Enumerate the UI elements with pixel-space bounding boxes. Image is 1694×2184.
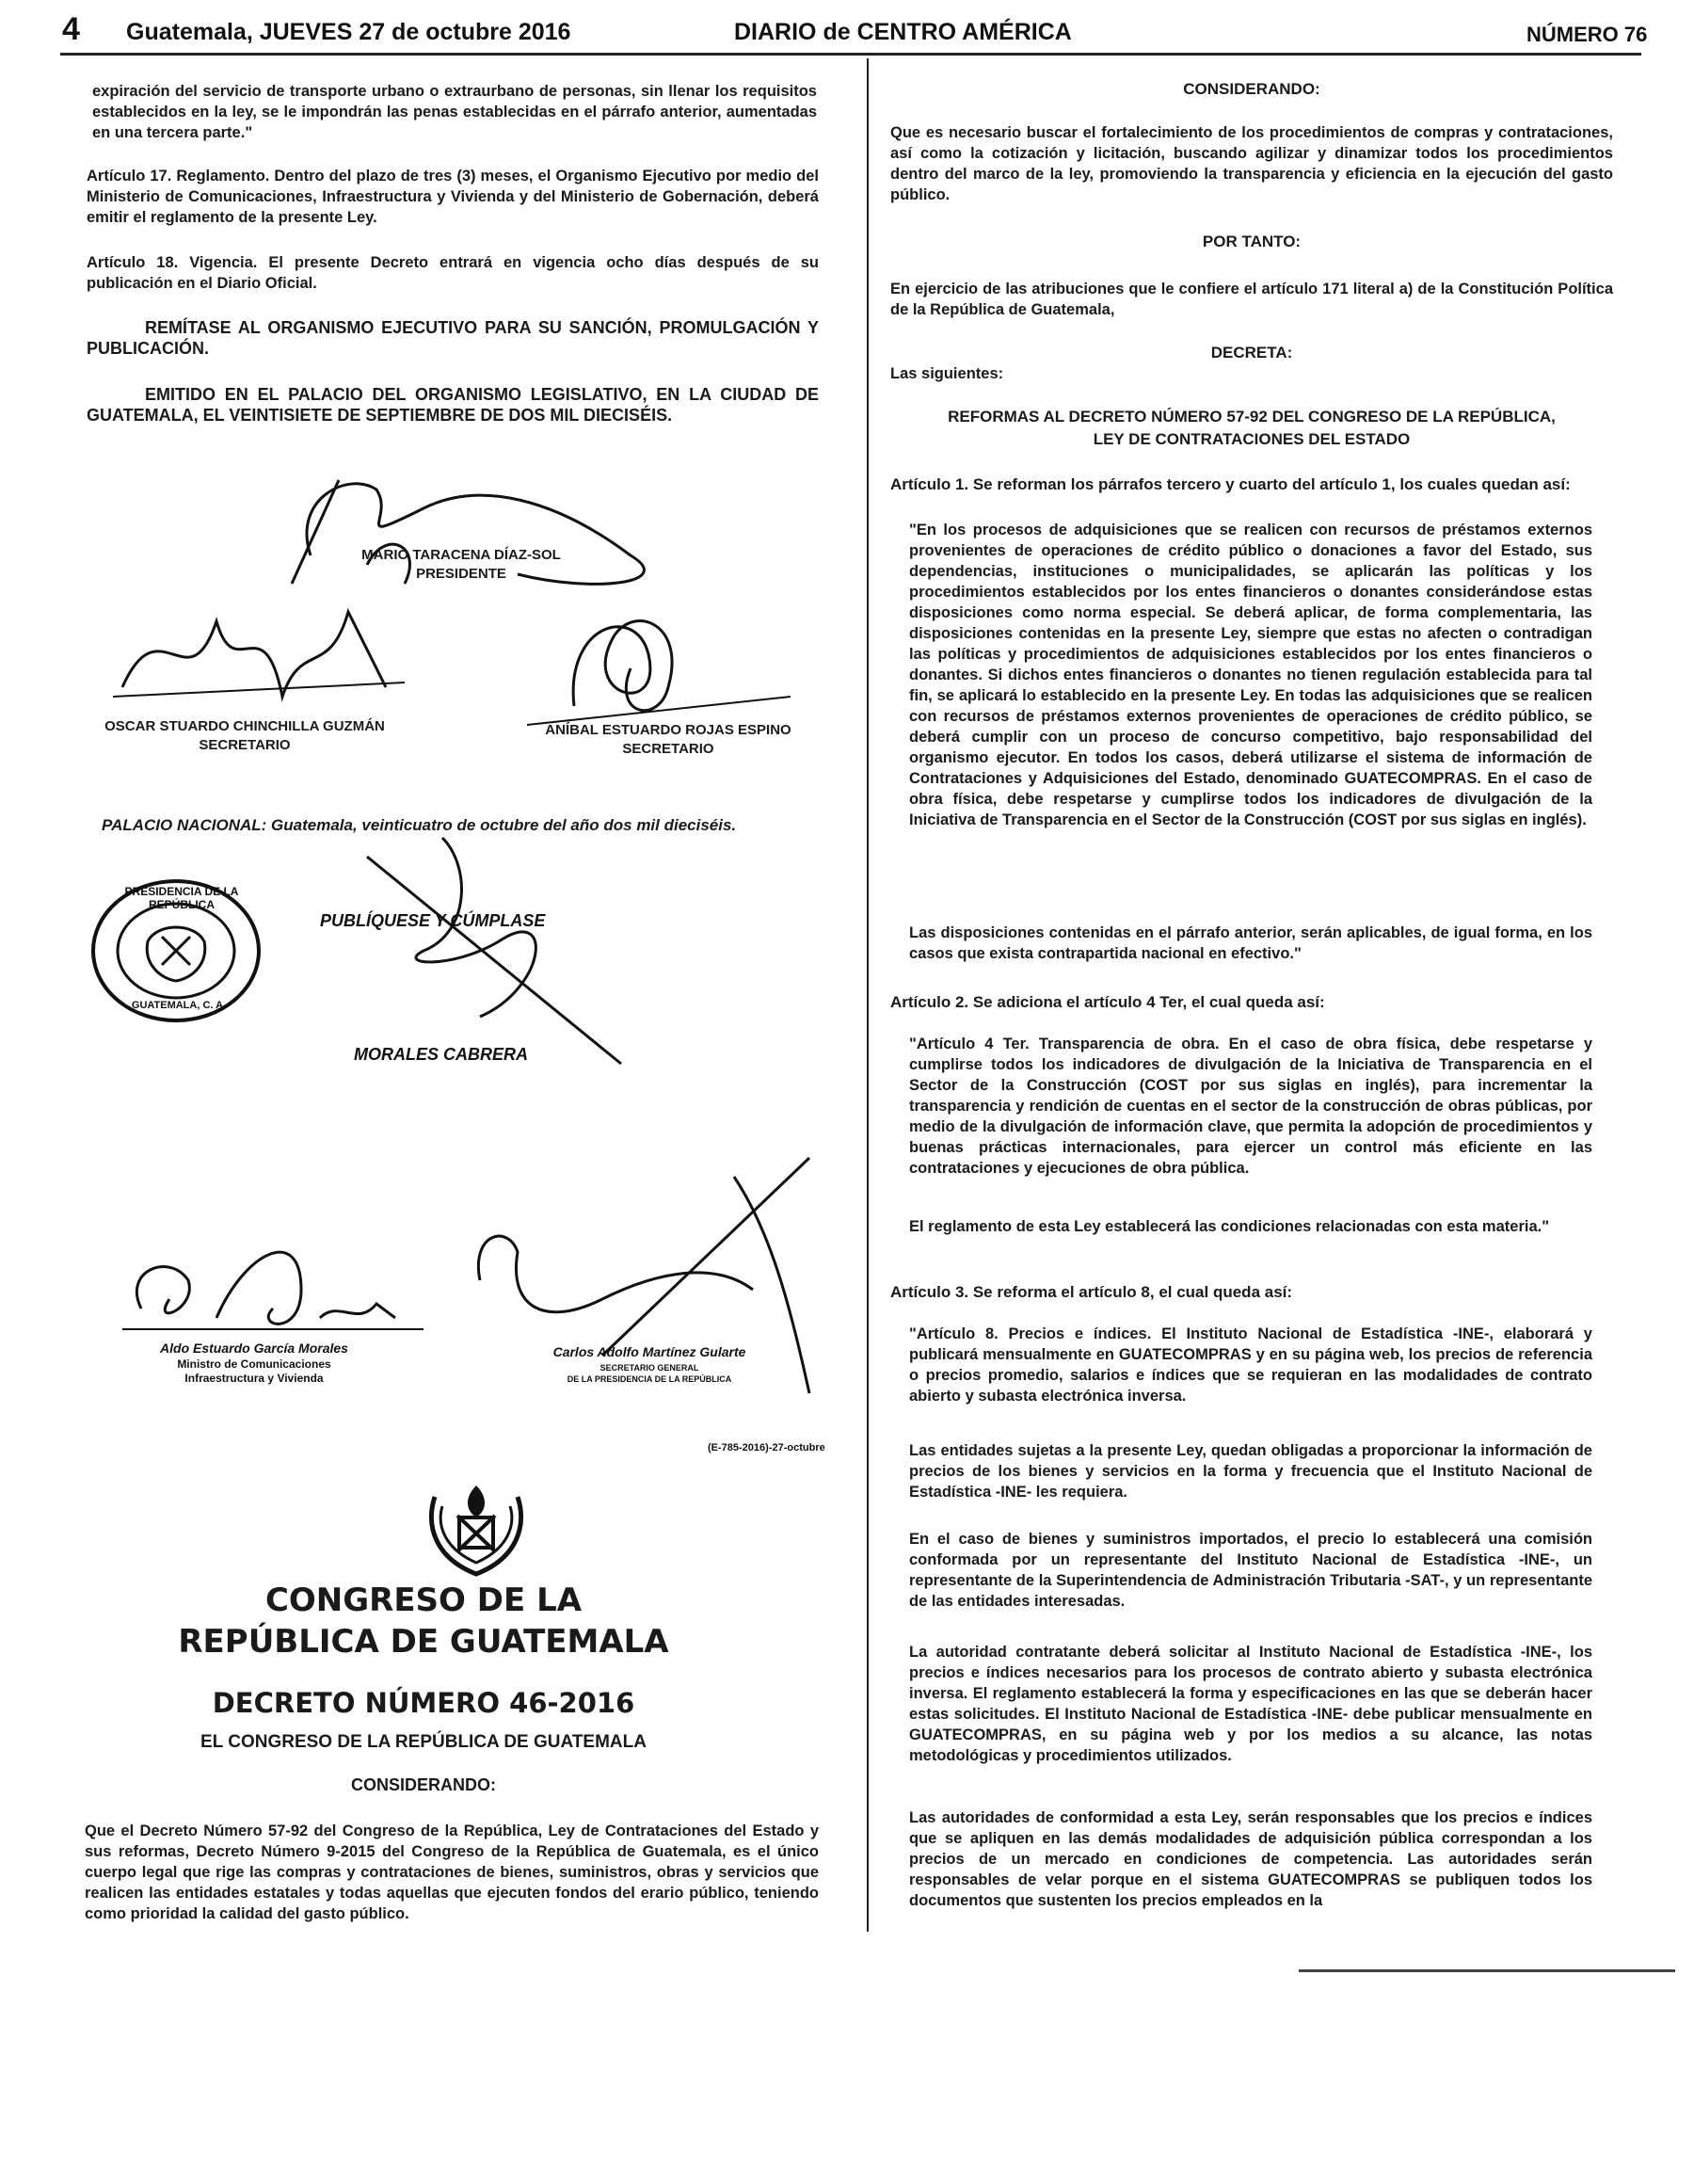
siguientes-text: Las siguientes: <box>890 365 1004 382</box>
article-2: Artículo 2. Se adiciona el artículo 4 Ter, el cual queda así: <box>890 993 1325 1011</box>
article-3-quote-4: La autoridad contratante deberá solicitar al Instituto Nacional de Estadística -INE-, los precios e índices necesarios para los procesos de contrato abierto y subasta electrónica inversa. El reglamento establecerá la forma y especificaciones en las que se deberán hacer estas solicitudes. El Instituto Nacional de Estadística -INE- debe publicar mensualmente en GUATECOMPRAS, en su página web y por los medios a su alcance, las notas metodológicas y procedimientos utilizados. <box>909 1644 1592 1764</box>
article-18: Artículo 18. Vigencia. El presente Decreto entrará en vigencia ocho días después de su publicación en el Diario Oficial. <box>87 254 819 292</box>
por-tanto-heading: POR TANTO: <box>1202 233 1302 250</box>
reformas-title-line1: REFORMAS AL DECRETO NÚMERO 57-92 DEL CONGRESO DE LA REPÚBLICA, <box>948 408 1556 426</box>
secgen-name: Carlos Adolfo Martínez Gularte <box>552 1344 746 1359</box>
coat-of-arms-icon <box>416 1469 536 1582</box>
secretary2-role: SECRETARIO <box>622 741 714 757</box>
article-1-quote-2: Las disposiciones contenidas en el párrafo anterior, serán aplicables, de igual forma, en los casos que exista contrapartida nacional en efectivo." <box>909 924 1592 962</box>
secretary2-name: ANÍBAL ESTUARDO ROJAS ESPINO <box>545 722 791 738</box>
remitase-paragraph: REMÍTASE AL ORGANISMO EJECUTIVO PARA SU SANCIÓN, PROMULGACIÓN Y PUBLICACIÓN. <box>87 318 819 358</box>
signature-secretary1-scribble <box>104 584 405 715</box>
scan-artifact-line <box>1299 1969 1675 1972</box>
article-3: Artículo 3. Se reforma el artículo 8, el cual queda así: <box>890 1283 1293 1301</box>
left-considerando-heading: CONSIDERANDO: <box>350 1775 496 1794</box>
article-2-quote-1: "Artículo 4 Ter. Transparencia de obra. En el caso de obra física, debe respetarse y cumplirse todos los indicadores de divulgación de la Iniciativa de Transparencia en el Sector de la Construcción (COST por sus siglas en inglés), para incrementar la transparencia y rendición de cuentas en el sector de la construcción de obras públicas, por medio de la divulgación de información clave, que permita la adopción de procedimientos y buenas prácticas internacionales, para ejercer un control más eficiente en las contrataciones y ejecuciones de obra pública. <box>909 1036 1592 1177</box>
emitido-paragraph: EMITIDO EN EL PALACIO DEL ORGANISMO LEGISLATIVO, EN LA CIUDAD DE GUATEMALA, EL VEINTISIETE DE SEPTIEMBRE DE DOS MIL DIECISÉIS. <box>87 385 819 425</box>
dateline: Guatemala, JUEVES 27 de octubre 2016 <box>126 19 571 45</box>
article-3-quote-5: Las autoridades de conformidad a esta Ley, serán responsables que los precios e índices que se apliquen en las demás modalidades de adquisición pública correspondan a los precios de un mercado en condiciones de competencia. Las autoridades serán responsables de velar porque en el sistema GUATECOMPRAS se publiquen todos los documentos que sustenten los precios empleados en la <box>909 1809 1592 1909</box>
president-role: PRESIDENTE <box>416 566 506 582</box>
secretary1-role: SECRETARIO <box>199 737 291 753</box>
left-considerando-paragraph: Que el Decreto Número 57-92 del Congreso de la República, Ley de Contrataciones del Estado y sus reformas, Decreto Número 9-2015 del Congreso de la República de Guatemala, es el único cuerpo legal que rige las compras y contrataciones de bienes, suministros, obras y servicios que realicen las entidades estatales y todas aquellas que ejecuten fondos del erario público, teniendo como prioridad la calidad del gasto público. <box>85 1823 819 1922</box>
palacio-nacional-paragraph: PALACIO NACIONAL: Guatemala, veinticuatro de octubre del año dos mil dieciséis. <box>102 816 737 834</box>
congress-subtitle: EL CONGRESO DE LA REPÚBLICA DE GUATEMALA <box>200 1732 647 1752</box>
president-name: MARIO TARACENA DÍAZ-SOL <box>361 547 561 563</box>
reference-code: (E-785-2016)-27-octubre <box>708 1442 825 1453</box>
congress-title-line2: REPÚBLICA DE GUATEMALA <box>178 1623 669 1661</box>
continuation-paragraph: expiración del servicio de transporte urbano o extraurbano de personas, sin llenar los requisitos establecidos en la ley, se le impondrán las penas establecidas en el párrafo anterior, aumentadas en una tercera parte." <box>92 83 817 141</box>
minister-name: Aldo Estuardo García Morales <box>160 1341 348 1356</box>
decree-title: DECRETO NÚMERO 46-2016 <box>212 1687 635 1719</box>
publiquese-cumplase: PUBLÍQUESE Y CÚMPLASE <box>320 911 546 930</box>
issue-number: NÚMERO 76 <box>1526 23 1648 46</box>
article-1-quote-1: "En los procesos de adquisiciones que se realicen con recursos de préstamos externos provenientes de operaciones de crédito público o donaciones a favor del Estado, sus dependencias, instituciones o municipalidades, se aplicarán las políticas y los procedimientos establecidos por los entes financieros o donantes considerándose estas disposiciones como norma especial. Se deberá aplicar, de forma complementaria, las disposiciones contenidas en la presente Ley, siempre que estas no afecten o contradigan las políticas y procedimientos de adquisiciones establecidos por los entes financieros o donantes. Si dichos entes financieros o donantes no tienen regulación establecida para tal fin, se aplicará lo establecido en la presente Ley. En todas las adquisiciones que se realicen con recursos de préstamos externos provenientes de operaciones de crédito público, se deberá cumplir con un proceso de concurso competitivo, bajo responsabilidad del organismo ejecutor. En todos los casos, deberá utilizarse el sistema de información de Contrataciones y Adquisiciones del Estado, denominado GUATECOMPRAS. En el caso de obra física, debe respetarse y cumplirse todos los indicadores de divulgación de la Iniciativa de Transparencia en el Sector de la Construcción (COST por sus siglas en inglés). <box>909 522 1592 828</box>
page-number: 4 <box>62 11 80 47</box>
por-tanto-paragraph: En ejercicio de las atribuciones que le confiere el artículo 171 literal a) de la Constitución Política de la República de Guatemala, <box>890 281 1613 318</box>
article-2-quote-2: El reglamento de esta Ley establecerá las condiciones relacionadas con esta materia." <box>909 1218 1550 1235</box>
congress-title-line1: CONGRESO DE LA <box>264 1582 583 1619</box>
seal-bottom-text: GUATEMALA, C. A. <box>131 1000 227 1011</box>
right-considerando-paragraph: Que es necesario buscar el fortalecimiento de los procedimientos de compras y contrataciones, así como la cotización y licitación, buscando agilizar y dinamizar todos los procedimientos dentro del marco de la ley, promoviendo la transparencia y eficiencia en la ejecución del gasto público. <box>890 124 1613 203</box>
signature-secgen-scribble <box>452 1120 847 1403</box>
signature-morales-scribble <box>339 828 640 1073</box>
minister-role-1: Ministro de Comunicaciones <box>177 1357 331 1371</box>
article-3-quote-1: "Artículo 8. Precios e índices. El Instituto Nacional de Estadística -INE-, elaborará y publicará mensualmente en GUATECOMPRAS y en su página web, los precios de referencia o precios promedio, salarios e índices que se requieran en las modalidades de contrato abierto y subasta electrónica inversa. <box>909 1325 1592 1405</box>
header-rule <box>60 53 1641 56</box>
secgen-role-2: DE LA PRESIDENCIA DE LA REPÚBLICA <box>567 1374 732 1384</box>
article-1: Artículo 1. Se reforman los párrafos tercero y cuarto del artículo 1, los cuales quedan así: <box>890 475 1571 493</box>
decreta-heading: DECRETA: <box>1210 344 1293 361</box>
secgen-role-1: SECRETARIO GENERAL <box>599 1363 699 1373</box>
signature-minister-scribble <box>113 1214 414 1346</box>
seal-text: PRESIDENCIA DE LA REPÚBLICA <box>124 885 239 911</box>
minister-role-2: Infraestructura y Vivienda <box>184 1372 324 1385</box>
signature-secretary2-scribble <box>527 584 809 734</box>
article-3-quote-2: Las entidades sujetas a la presente Ley, quedan obligadas a proporcionar la información de precios de los bienes y servicios en la forma y frecuencia que el Instituto Nacional de Estadística -INE- les requiera. <box>909 1442 1592 1501</box>
secretary1-name: OSCAR STUARDO CHINCHILLA GUZMÁN <box>104 718 385 734</box>
article-3-quote-3: En el caso de bienes y suministros importados, el precio lo establecerá una comisión conformada por un representante del Instituto Nacional de Estadística -INE-, un representante de la Superintendencia de Administración Tributaria -SAT-, y un representante de las entidades interesadas. <box>909 1531 1592 1610</box>
column-divider <box>867 58 869 1932</box>
right-considerando-heading: CONSIDERANDO: <box>1183 80 1320 98</box>
newspaper-name: DIARIO de CENTRO AMÉRICA <box>734 19 1072 45</box>
morales-cabrera: MORALES CABRERA <box>354 1045 529 1064</box>
reformas-title-line2: LEY DE CONTRATACIONES DEL ESTADO <box>1093 430 1411 448</box>
article-17: Artículo 17. Reglamento. Dentro del plazo de tres (3) meses, el Organismo Ejecutivo por medio del Ministerio de Comunicaciones, Infraestructura y Vivienda y del Ministerio de Gobernación, deberá emitir el reglamento de la presente Ley. <box>87 168 819 226</box>
